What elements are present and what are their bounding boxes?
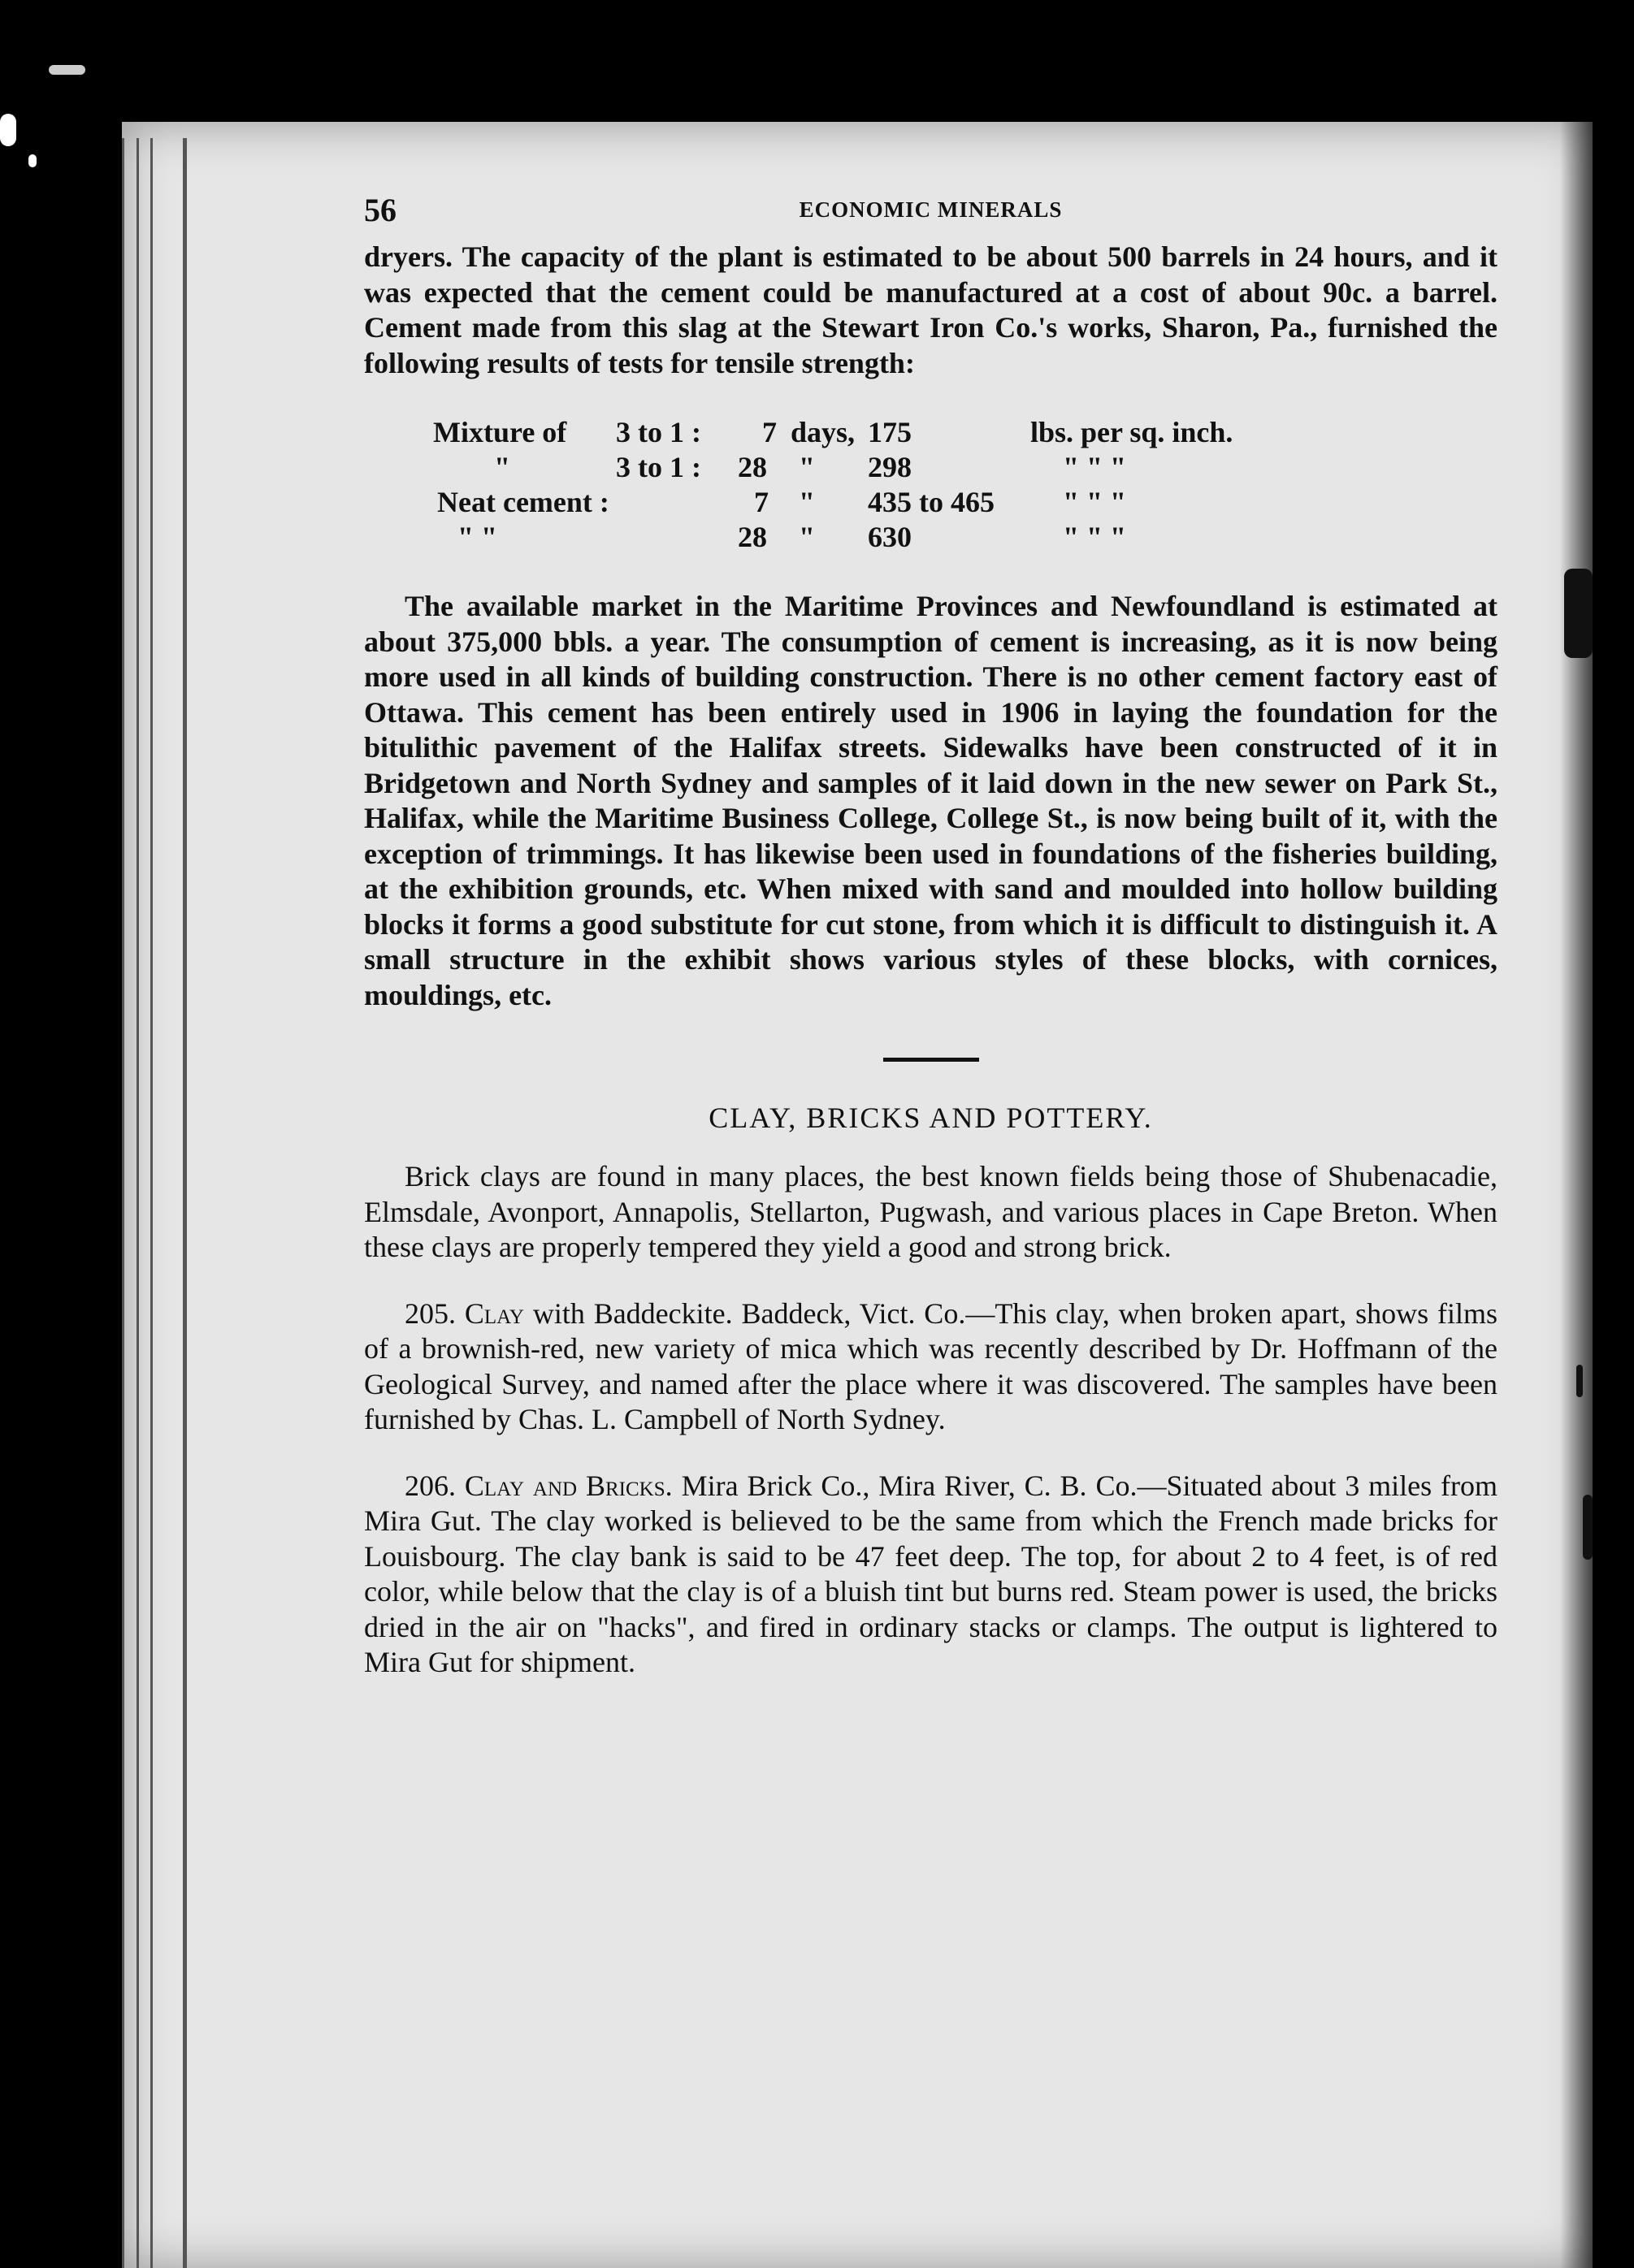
- binding-line: [122, 138, 124, 2268]
- entry-number: 206.: [405, 1469, 456, 1502]
- scanned-page: [122, 122, 1593, 2268]
- page-edge-mark: [1576, 1365, 1583, 1397]
- table-cell-days: 28: [738, 521, 767, 553]
- table-cell-unit: ": [799, 486, 815, 518]
- running-head: [364, 191, 1497, 240]
- table-cell-measure: " " ": [1063, 451, 1126, 483]
- table-cell-measure: lbs. per sq. inch.: [1030, 416, 1233, 448]
- text-block: [364, 191, 1497, 1681]
- margin-speck: [49, 65, 85, 75]
- table-cell-value: 435 to 465: [868, 486, 995, 518]
- table-cell-ratio: 3 to 1 :: [616, 416, 701, 448]
- page-number: 56: [364, 192, 397, 228]
- table-cell-measure: " " ": [1063, 521, 1126, 553]
- page-edge-mark: [1583, 1495, 1593, 1560]
- margin-speck: [28, 154, 37, 167]
- section-heading: CLAY, BRICKS AND POTTERY.: [709, 1102, 1153, 1134]
- intro-paragraph: dryers. The capacity of the plant is estimated to be about 500 barrels in 24 hours, and it was expected that the cement could be manufactured at a cost of about 90c. a barrel. Cement made from this slag at the Stewart Iron Co.'s works, Sharon, Pa., furnished the following results of tests for tensile strength:: [364, 240, 1497, 379]
- table-cell-label: ": [494, 451, 510, 483]
- margin-speck: [0, 114, 16, 146]
- page-edge-mark: [1564, 569, 1593, 658]
- running-title: ECONOMIC MINERALS: [799, 197, 1063, 222]
- entry-205: [364, 1296, 1497, 1438]
- table-cell-measure: " " ": [1063, 486, 1126, 518]
- page-border-line: [183, 138, 187, 2268]
- table-cell-value: 630: [868, 521, 912, 553]
- page-edge-shadow: [1560, 122, 1593, 2268]
- entry-number: 205.: [405, 1296, 456, 1330]
- table-cell-label: Neat cement :: [437, 486, 609, 518]
- table-cell-days: 28: [738, 451, 767, 483]
- table-cell-unit: days,: [791, 416, 856, 448]
- market-paragraph: The available market in the Maritime Provinces and Newfoundland is estimated at about 375,000 bbls. a year. The consumption of cement is increasing, as it is now being more used in all kinds of building construction. There is no other cement factory east of Ottawa. This cement has been entirely used in 1906 in laying the foundation for the bitulithic pavement of the Halifax streets. Sidewalks have been constructed of it in Bridgetown and North Sydney and samples of it laid down in the new sewer on Park St., Halifax, while the Maritime Business College, College St., is now being built of it, with the exception of trimmings. It has likewise been used in foundations of the fisheries building, at the exhibition grounds, etc. When mixed with sand and moulded into hollow building blocks it forms a good substitute for cut stone, from which it is difficult to distinguish it. A small structure in the exhibit shows various styles of these blocks, with cornices, mouldings, etc.: [364, 590, 1497, 1011]
- tensile-strength-table: [433, 415, 1497, 555]
- table-cell-days: 7: [754, 486, 769, 518]
- table-cell-label: Mixture of: [433, 416, 567, 448]
- section-intro-paragraph: Brick clays are found in many places, the best known fields being those of Shubenacadie, Elmsdale, Avonport, Annapolis, Stellarton, Pugwash, and various places in Cape Breton. When these clays are properly tempered they yield a good and strong brick.: [364, 1160, 1497, 1263]
- entry-title: Clay and Bricks.: [464, 1469, 673, 1502]
- table-cell-days: 7: [762, 416, 777, 448]
- entry-text: Mira Brick Co., Mira River, C. B. Co.—Situated about 3 miles from Mira Gut. The clay worked is believed to be the same from which the French made bricks for Louisbourg. The clay bank is said to be 47 feet deep. The top, for about 2 to 4 feet, is of red color, while below that the clay is of a bluish tint but burns red. Steam power is used, the bricks dried in the air on "hacks", and fired in ordinary stacks or clamps. The output is lightered to Mira Gut for shipment.: [364, 1469, 1498, 1678]
- table-cell-unit: ": [799, 521, 815, 553]
- table-cell-label: " ": [457, 521, 497, 553]
- table-cell-value: 298: [868, 451, 912, 483]
- entry-title: Clay: [464, 1296, 524, 1330]
- table-cell-unit: ": [799, 451, 815, 483]
- binding-line: [150, 138, 153, 2268]
- entry-206: [364, 1469, 1497, 1681]
- table-cell-ratio: 3 to 1 :: [616, 451, 701, 483]
- binding-line: [137, 138, 139, 2268]
- section-divider: [883, 1058, 979, 1062]
- entry-text: with Baddeckite. Baddeck, Vict. Co.—This clay, when broken apart, shows films of a brownish-red, new variety of mica which was recently described by Dr. Hoffmann of the Geological Survey, and named after the place where it was discovered. The samples have been furnished by Chas. L. Campbell of North Sydney.: [364, 1296, 1498, 1435]
- table-cell-value: 175: [868, 416, 912, 448]
